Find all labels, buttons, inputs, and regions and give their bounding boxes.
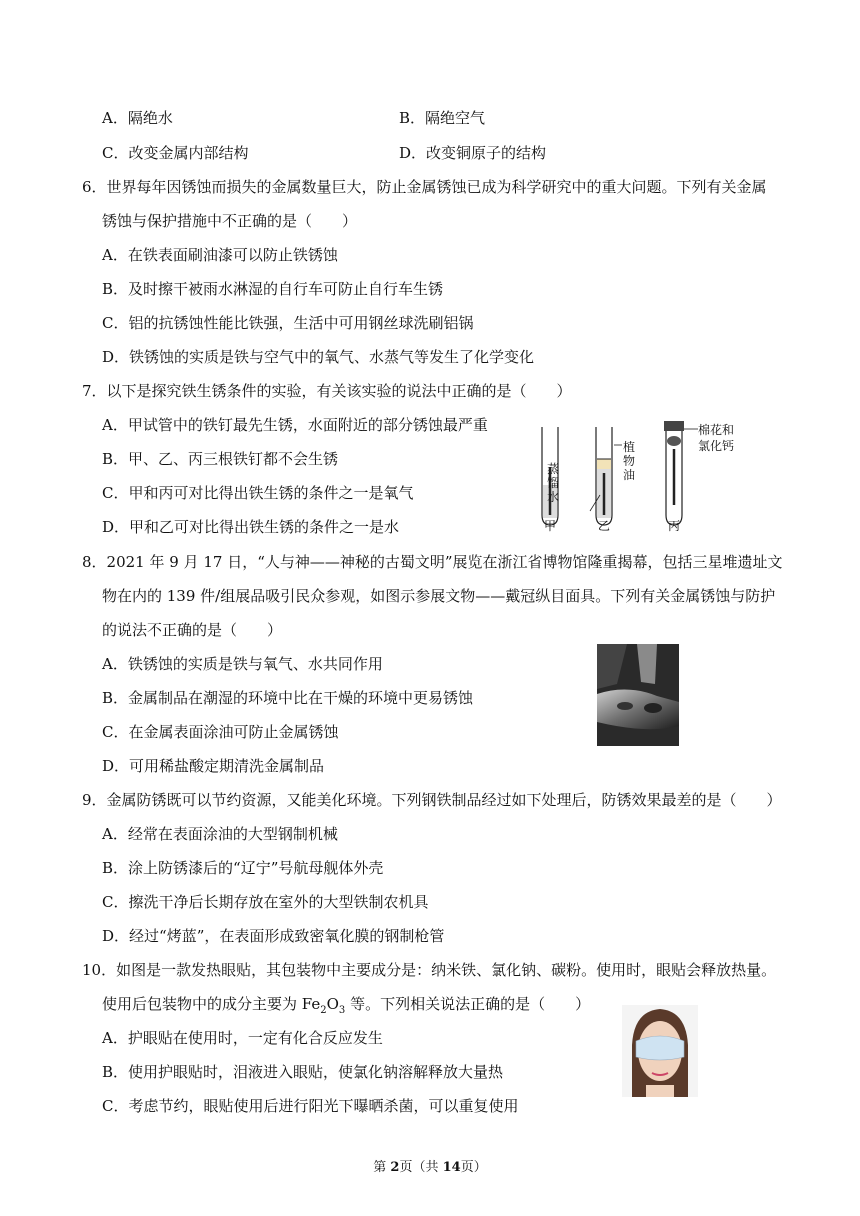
q9-option-d: D．经过“烤蓝”，在表面形成致密氧化膜的钢制枪管 bbox=[102, 927, 445, 945]
footer-pre: 第 bbox=[373, 1160, 391, 1175]
tube-label-jia: 甲 bbox=[544, 519, 557, 533]
q10-option-c: C．考虑节约，眼贴使用后进行阳光下曝晒杀菌，可以重复使用 bbox=[102, 1097, 519, 1115]
label-vegetable-oil: 植物油 bbox=[623, 440, 636, 482]
q7-option-b: B．甲、乙、丙三根铁钉都不会生锈 bbox=[102, 450, 339, 468]
q6-option-a: A．在铁表面刷油漆可以防止铁锈蚀 bbox=[102, 246, 338, 264]
footer-post: 页） bbox=[460, 1160, 487, 1175]
q8-option-a: A．铁锈蚀的实质是铁与氧气、水共同作用 bbox=[102, 655, 383, 673]
q9-option-c: C．擦洗干净后长期存放在室外的大型铁制农机具 bbox=[102, 893, 429, 911]
tube-label-yi: 乙 bbox=[598, 519, 611, 533]
q6-option-d: D．铁锈蚀的实质是铁与空气中的氧气、水蒸气等发生了化学变化 bbox=[102, 348, 535, 366]
q9-option-a: A．经常在表面涂油的大型钢制机械 bbox=[102, 825, 338, 843]
q7-option-d: D．甲和乙可对比得出铁生锈的条件之一是水 bbox=[102, 518, 400, 536]
q8-stem-line3: 的说法不正确的是（ ） bbox=[102, 621, 283, 639]
q10-line2-pre: 使用后包装物中的成分主要为 Fe bbox=[102, 995, 321, 1013]
q8-stem-line2: 物在内的 139 件/组展品吸引民众参观，如图示参展文物——戴冠纵目面具。下列有关金属锈蚀与防护 bbox=[102, 587, 776, 605]
q5-option-c: C．改变金属内部结构 bbox=[102, 144, 249, 162]
label-distilled-water: 蒸馏水 bbox=[547, 462, 560, 504]
q5-option-a: A．隔绝水 bbox=[102, 109, 173, 127]
bronze-mask-photo bbox=[597, 644, 679, 746]
page-footer bbox=[0, 1156, 860, 1175]
q5-option-d: D．改变铜原子的结构 bbox=[399, 144, 547, 162]
q6-option-c: C．铝的抗锈蚀性能比铁强，生活中可用钢丝球洗刷铝锅 bbox=[102, 314, 474, 332]
q10-line2-mid: O bbox=[326, 995, 339, 1013]
q8-option-d: D．可用稀盐酸定期清洗金属制品 bbox=[102, 757, 325, 775]
q8-option-b: B．金属制品在潮湿的环境中比在干燥的环境中更易锈蚀 bbox=[102, 689, 474, 707]
tube-bing bbox=[664, 421, 698, 525]
tube-yi bbox=[596, 427, 612, 525]
tube-label-bing: 丙 bbox=[668, 519, 681, 533]
q6-stem-line2: 锈蚀与保护措施中不正确的是（ ） bbox=[102, 212, 358, 230]
footer-page-number: 2 bbox=[390, 1160, 400, 1175]
q6-stem-line1: 6．世界每年因锈蚀而损失的金属数量巨大，防止金属锈蚀已成为科学研究中的重大问题。下列有关金属 bbox=[82, 178, 767, 196]
q7-stem: 7．以下是探究铁生锈条件的实验，有关该实验的说法中正确的是（ ） bbox=[82, 382, 572, 400]
q7-option-c: C．甲和丙可对比得出铁生锈的条件之一是氧气 bbox=[102, 484, 414, 502]
q9-option-b: B．涂上防锈漆后的“辽宁”号航母舰体外壳 bbox=[102, 859, 384, 877]
footer-mid: 页（共 bbox=[399, 1160, 443, 1175]
q8-stem-line1: 8．2021 年 9 月 17 日，“人与神——神秘的古蜀文明”展览在浙江省博物馆隆重揭幕，包括三星堆遗址文 bbox=[82, 553, 783, 571]
q8-option-c: C．在金属表面涂油可防止金属锈蚀 bbox=[102, 723, 339, 741]
label-cotton-cacl2: 棉花和氯化钙 bbox=[698, 423, 735, 453]
q10-sub-2: 2 bbox=[320, 1005, 327, 1016]
q5-option-b: B．隔绝空气 bbox=[399, 109, 486, 127]
q10-sub-3: 3 bbox=[338, 1005, 346, 1016]
q10-stem-line2 bbox=[102, 994, 590, 1014]
q7-option-a: A．甲试管中的铁钉最先生锈，水面附近的部分锈蚀最严重 bbox=[102, 416, 488, 434]
q10-option-b: B．使用护眼贴时，泪液进入眼贴，使氯化钠溶解释放大量热 bbox=[102, 1063, 504, 1081]
footer-total-pages: 14 bbox=[442, 1160, 461, 1175]
q6-option-b: B．及时擦干被雨水淋湿的自行车可防止自行车生锈 bbox=[102, 280, 444, 298]
q9-stem: 9．金属防锈既可以节约资源，又能美化环境。下列钢铁制品经过如下处理后，防锈效果最差的是（ ） bbox=[82, 791, 782, 809]
q10-stem-line1: 10．如图是一款发热眼贴，其包装物中主要成分是：纳米铁、氯化钠、碳粉。使用时，眼贴会释放热量。 bbox=[82, 961, 777, 979]
eye-mask-photo bbox=[622, 1005, 698, 1097]
q10-line2-post: 等。下列相关说法正确的是（ ） bbox=[345, 995, 591, 1013]
q10-option-a: A．护眼贴在使用时，一定有化合反应发生 bbox=[102, 1029, 383, 1047]
